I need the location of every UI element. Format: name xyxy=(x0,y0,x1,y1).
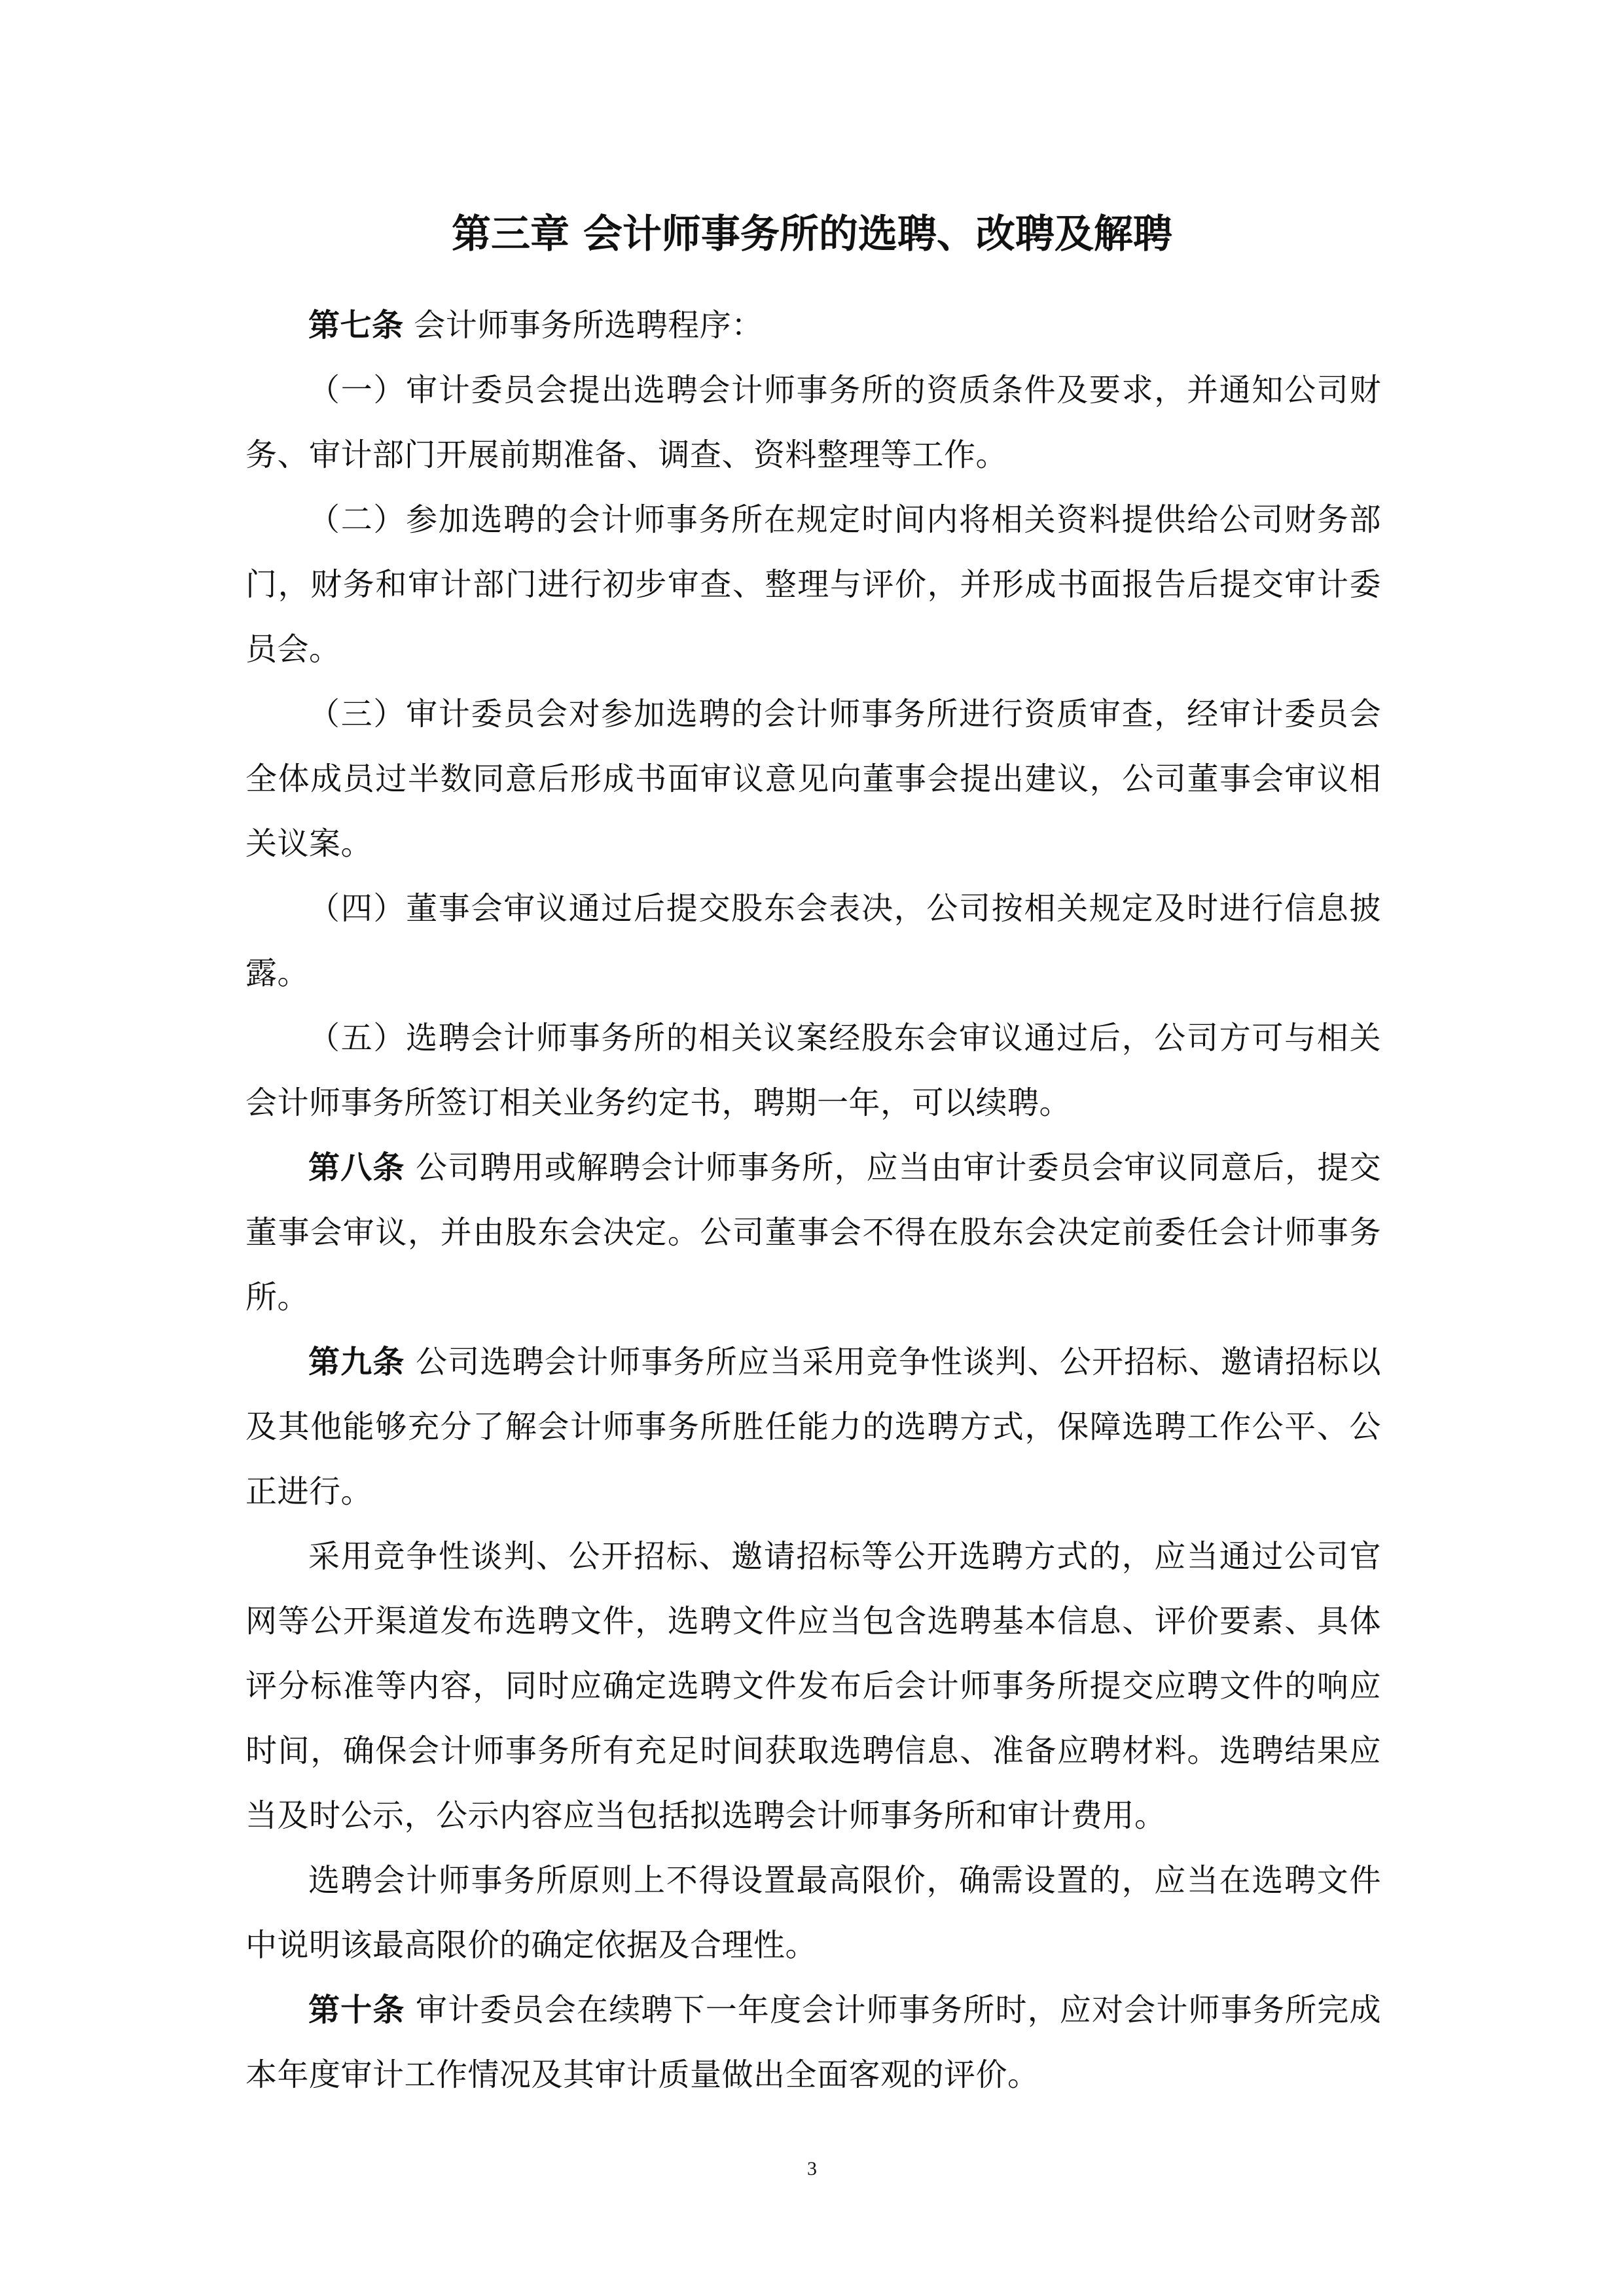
chapter-title: 第三章 会计师事务所的选聘、改聘及解聘 xyxy=(452,211,1172,257)
paragraph-text: （五）选聘会计师事务所的相关议案经股东会审议通过后，公司方可与相关会计师事务所签订相关业务约定书，聘期一年，可以续聘。 xyxy=(245,1020,1381,1121)
paragraph-text: （三）审计委员会对参加选聘的会计师事务所进行资质审查，经审计委员会全体成员过半数同意后形成书面审议意见向董事会提出建议，公司董事会审议相关议案。 xyxy=(245,696,1381,862)
article-label: 第十条 xyxy=(308,1992,405,2028)
paragraph-article-7 xyxy=(245,293,1381,358)
page-number: 3 xyxy=(807,2158,817,2179)
paragraph-item-1 xyxy=(245,358,1381,488)
paragraph-text: 采用竞争性谈判、公开招标、邀请招标等公开选聘方式的，应当通过公司官网等公开渠道发布选聘文件，选聘文件应当包含选聘基本信息、评价要素、具体评分标准等内容，同时应确定选聘文件发布后会计师事务所提交应聘文件的响应时间，确保会计师事务所有充足时间获取选聘信息、准备应聘材料。选聘结果应当及时公示，公示内容应当包括拟选聘会计师事务所和审计费用。 xyxy=(245,1538,1381,1834)
paragraph-item-5 xyxy=(245,1006,1381,1136)
paragraph-text: （二）参加选聘的会计师事务所在规定时间内将相关资料提供给公司财务部门，财务和审计部门进行初步审查、整理与评价，并形成书面报告后提交审计委员会。 xyxy=(245,501,1381,668)
paragraph-item-2 xyxy=(245,488,1381,682)
paragraph-text: 选聘会计师事务所原则上不得设置最高限价，确需设置的，应当在选聘文件中说明该最高限价的确定依据及合理性。 xyxy=(245,1862,1381,1964)
article-label: 第九条 xyxy=(308,1344,405,1380)
paragraph-item-4 xyxy=(245,876,1381,1006)
paragraph-item-3 xyxy=(245,682,1381,876)
paragraph-article-9 xyxy=(245,1330,1381,1524)
paragraph-article-8 xyxy=(245,1136,1381,1330)
paragraph-text: 公司聘用或解聘会计师事务所，应当由审计委员会审议同意后，提交董事会审议，并由股东会决定。公司董事会不得在股东会决定前委任会计师事务所。 xyxy=(245,1149,1381,1316)
article-label: 第八条 xyxy=(308,1149,405,1186)
paragraph-article-9-clause-2 xyxy=(245,1524,1381,1848)
article-label: 第七条 xyxy=(308,307,404,344)
paragraph-text: 公司选聘会计师事务所应当采用竞争性谈判、公开招标、邀请招标以及其他能够充分了解会计师事务所胜任能力的选聘方式，保障选聘工作公平、公正进行。 xyxy=(245,1344,1381,1510)
paragraph-text: （四）董事会审议通过后提交股东会表决，公司按相关规定及时进行信息披露。 xyxy=(245,890,1381,992)
paragraph-text: 审计委员会在续聘下一年度会计师事务所时，应对会计师事务所完成本年度审计工作情况及其审计质量做出全面客观的评价。 xyxy=(245,1992,1381,2093)
paragraph-article-9-clause-3 xyxy=(245,1848,1381,1978)
paragraph-text: 会计师事务所选聘程序： xyxy=(403,307,763,344)
paragraph-text: （一）审计委员会提出选聘会计师事务所的资质条件及要求，并通知公司财务、审计部门开展前期准备、调查、资料整理等工作。 xyxy=(245,372,1381,473)
paragraph-article-10 xyxy=(245,1978,1381,2108)
article-body xyxy=(245,293,1381,2108)
